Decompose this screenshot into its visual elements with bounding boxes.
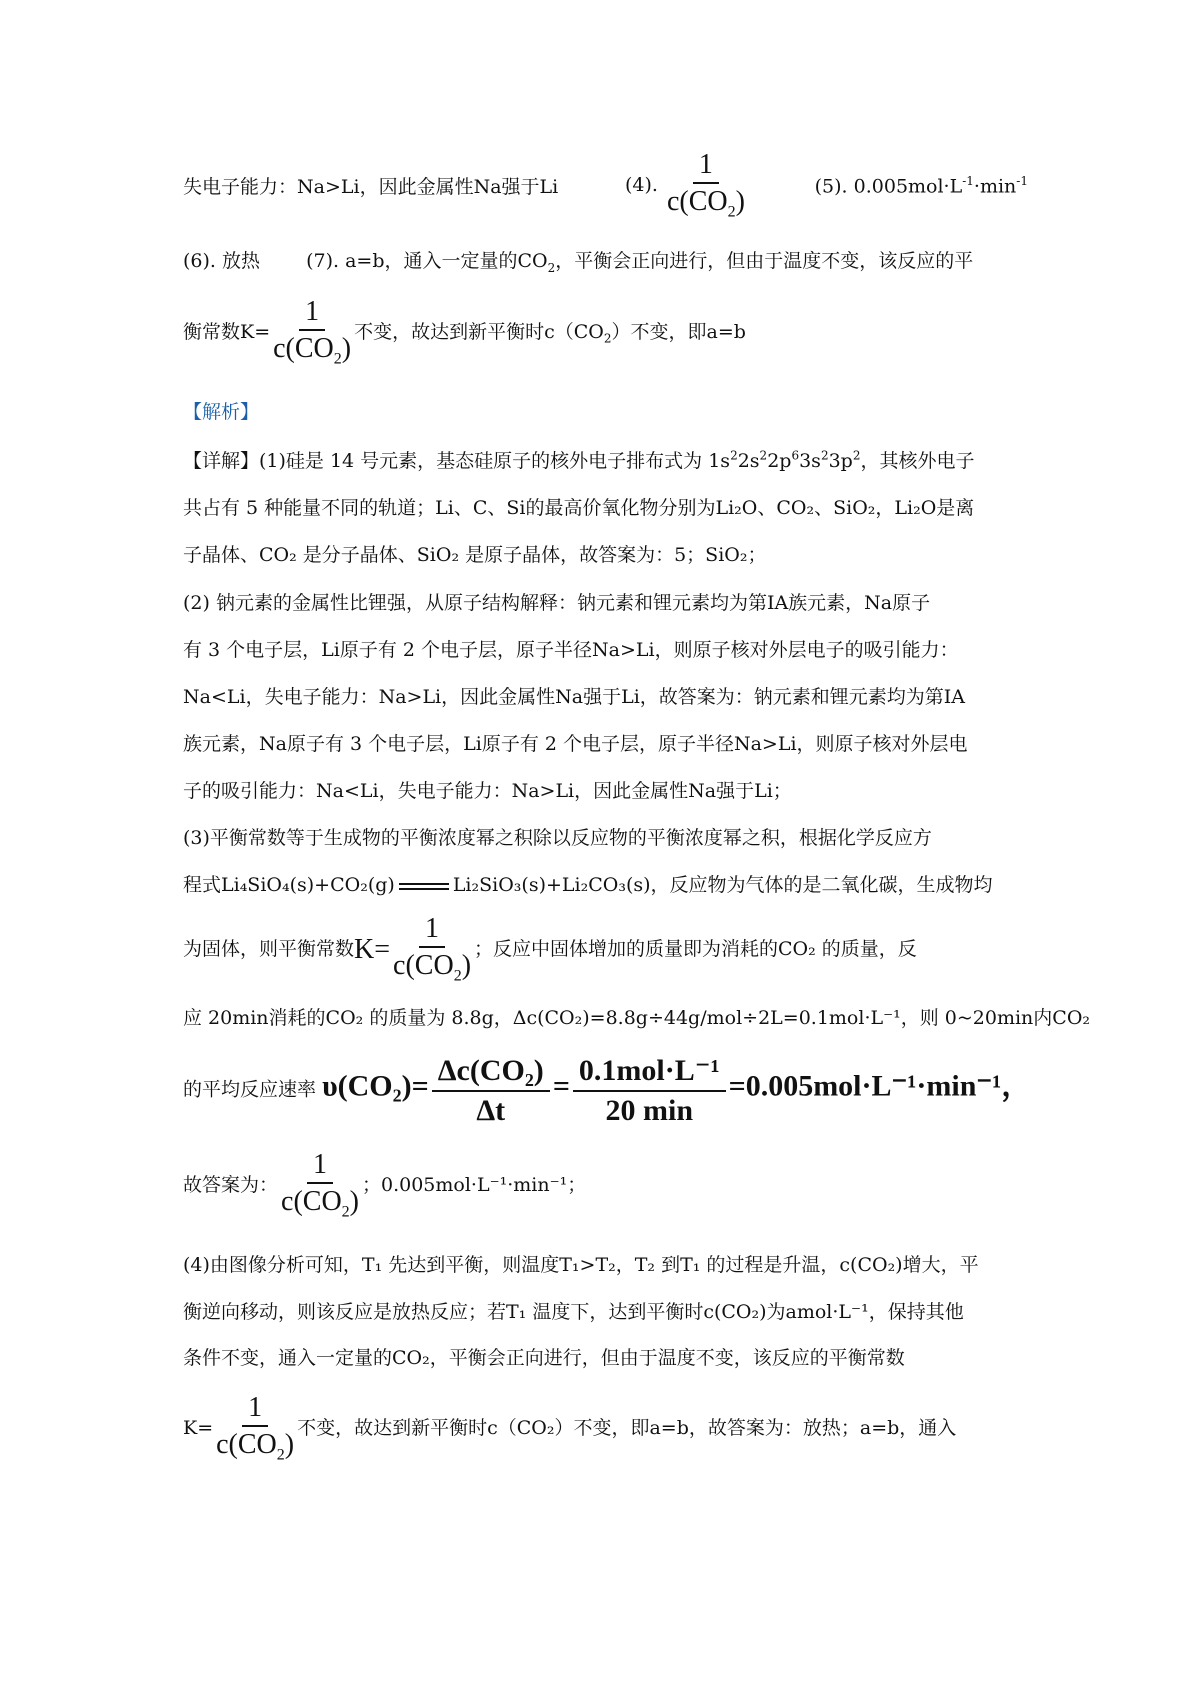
answer-line-2	[183, 246, 1028, 275]
answer-line-1	[183, 150, 1028, 222]
answer-5: (5). $0.005mol\cdot L^{-1}\cdot\min^{-1}$	[814, 174, 1028, 198]
fraction-numerator: 1	[693, 150, 719, 184]
rate-expression: υ(CO₂)=	[322, 1069, 429, 1103]
fraction-numerator: 1	[299, 297, 325, 331]
detail-p4-line3: 条件不变，通入一定量的CO₂，平衡会正向进行，但由于温度不变，该反应的平衡常数	[183, 1347, 905, 1369]
answer-4-text: 失电子能力：Na>Li，因此金属性Na强于Li	[183, 176, 559, 199]
detail-p3-line1: (3)平衡常数等于生成物的平衡浓度幂之积除以反应物的平衡浓度幂之积，根据化学反应方	[183, 827, 932, 849]
equilibrium-arrow-icon	[397, 880, 451, 892]
answer-7-continued: 衡常数K=	[183, 320, 271, 343]
detail-p1-line2: 共占有 5 种能量不同的轨道；Li、C、Si的最高价氧化物分别为Li₂O、CO₂、SiO₂，Li₂O是离	[183, 497, 975, 519]
rate-fraction-2: $\frac{\text{0.1mol·L⁻¹}}{20 \min}$	[573, 1055, 726, 1126]
equilibrium-constant-fraction	[273, 297, 351, 369]
fraction-denominator: $c(CO_2)$	[666, 186, 745, 221]
equilibrium-constant-fraction: $\frac{1}{c(CO_2)}$	[393, 913, 472, 985]
detail-p3-line6: 故答案为： $\frac{1}{c(CO_2)}$ ；0.005mol·L⁻¹·min⁻¹；	[183, 1149, 587, 1221]
detail-p2-line3: Na<Li，失电子能力：Na>Li，因此金属性Na强于Li，故答案为：钠元素和锂元素均为第ⅠA	[183, 686, 966, 708]
detail-p4-line4: K= $\frac{1}{c(CO_2)}$ 不变，故达到新平衡时c（CO₂）不变，即a=b，故答案为：放热；a=b，通入	[183, 1392, 957, 1464]
answer-4-label	[625, 150, 748, 222]
detail-p3-line2: 程式Li₄SiO₄(s)+CO₂(g) Li₂SiO₃(s)+Li₂CO₃(s)，反应物为气体的是二氧化碳，生成物均	[183, 874, 993, 896]
analysis-heading: 【解析】	[183, 401, 260, 423]
rate-fraction-1: $\frac{\text{Δc(CO₂)}}{\Delta t}$	[432, 1055, 550, 1126]
equilibrium-constant-fraction	[667, 150, 745, 222]
detail-p2-line4: 族元素，Na原子有 3 个电子层，Li原子有 2 个电子层，原子半径Na>Li，则原子核对外层电	[183, 733, 968, 755]
detail-p2-line1: (2) 钠元素的金属性比锂强，从原子结构解释：钠元素和锂元素均为第ⅠA族元素，Na原子	[183, 592, 931, 614]
detail-p3-line5: 的平均反应速率 υ(CO₂)= $\frac{\text{Δc(CO₂)}}{\Delta t}$ = $\frac{\text{0.1mol·L⁻¹}}{20 \min}$ =0.005mol·L⁻¹·min⁻¹，	[183, 1054, 1032, 1127]
detail-p3-line3: 为固体，则平衡常数K= $\frac{1}{c(CO_2)}$ ；反应中固体增加的质量即为消耗的CO₂ 的质量，反	[183, 913, 917, 985]
detail-p2-line2: 有 3 个电子层，Li原子有 2 个电子层，原子半径Na>Li，则原子核对外层电子的吸引能力：	[183, 639, 959, 661]
answer-7: (7). a=b，通入一定量的$CO_2$，平衡会正向进行，但由于温度不变，该反应的平	[306, 250, 974, 275]
detail-p1-line1: 【详解】(1)硅是 14 号元素，基态硅原子的核外电子排布式为 $1s^22s^22p^63s^23p^2$，其核外电子	[183, 448, 975, 472]
fraction-denominator: $c(CO_2)$	[273, 333, 352, 368]
detail-p3-line4: 应 20min消耗的CO₂ 的质量为 8.8g，Δc(CO₂)=8.8g÷44g/mol÷2L=0.1mol·L⁻¹，则 0~20min内CO₂	[183, 1007, 1091, 1029]
detail-p1-line3: 子晶体、CO₂ 是分子晶体、SiO₂ 是原子晶体，故答案为：5；SiO₂；	[183, 544, 767, 566]
label-4: (4).	[624, 173, 658, 196]
detail-p2-line5: 子的吸引能力：Na<Li，失电子能力：Na>Li，因此金属性Na强于Li；	[183, 780, 792, 802]
equilibrium-constant-fraction: $\frac{1}{c(CO_2)}$	[281, 1149, 359, 1221]
answer-6: (6). 放热	[183, 250, 260, 272]
equilibrium-constant-fraction: $\frac{1}{c(CO_2)}$	[216, 1392, 295, 1464]
answer-line-3: 衡常数K= $\frac{1}{c(CO_2)}$ 不变，故达到新平衡时$c(CO_2)$不变，即a=b	[183, 296, 746, 368]
detail-p4-line1: (4)由图像分析可知，T₁ 先达到平衡，则温度T₁>T₂，T₂ 到T₁ 的过程是升温，c(CO₂)增大，平	[183, 1254, 979, 1276]
detail-p4-line2: 衡逆向移动，则该反应是放热反应；若T₁ 温度下，达到平衡时c(CO₂)为amol·L⁻¹，保持其他	[183, 1301, 964, 1323]
